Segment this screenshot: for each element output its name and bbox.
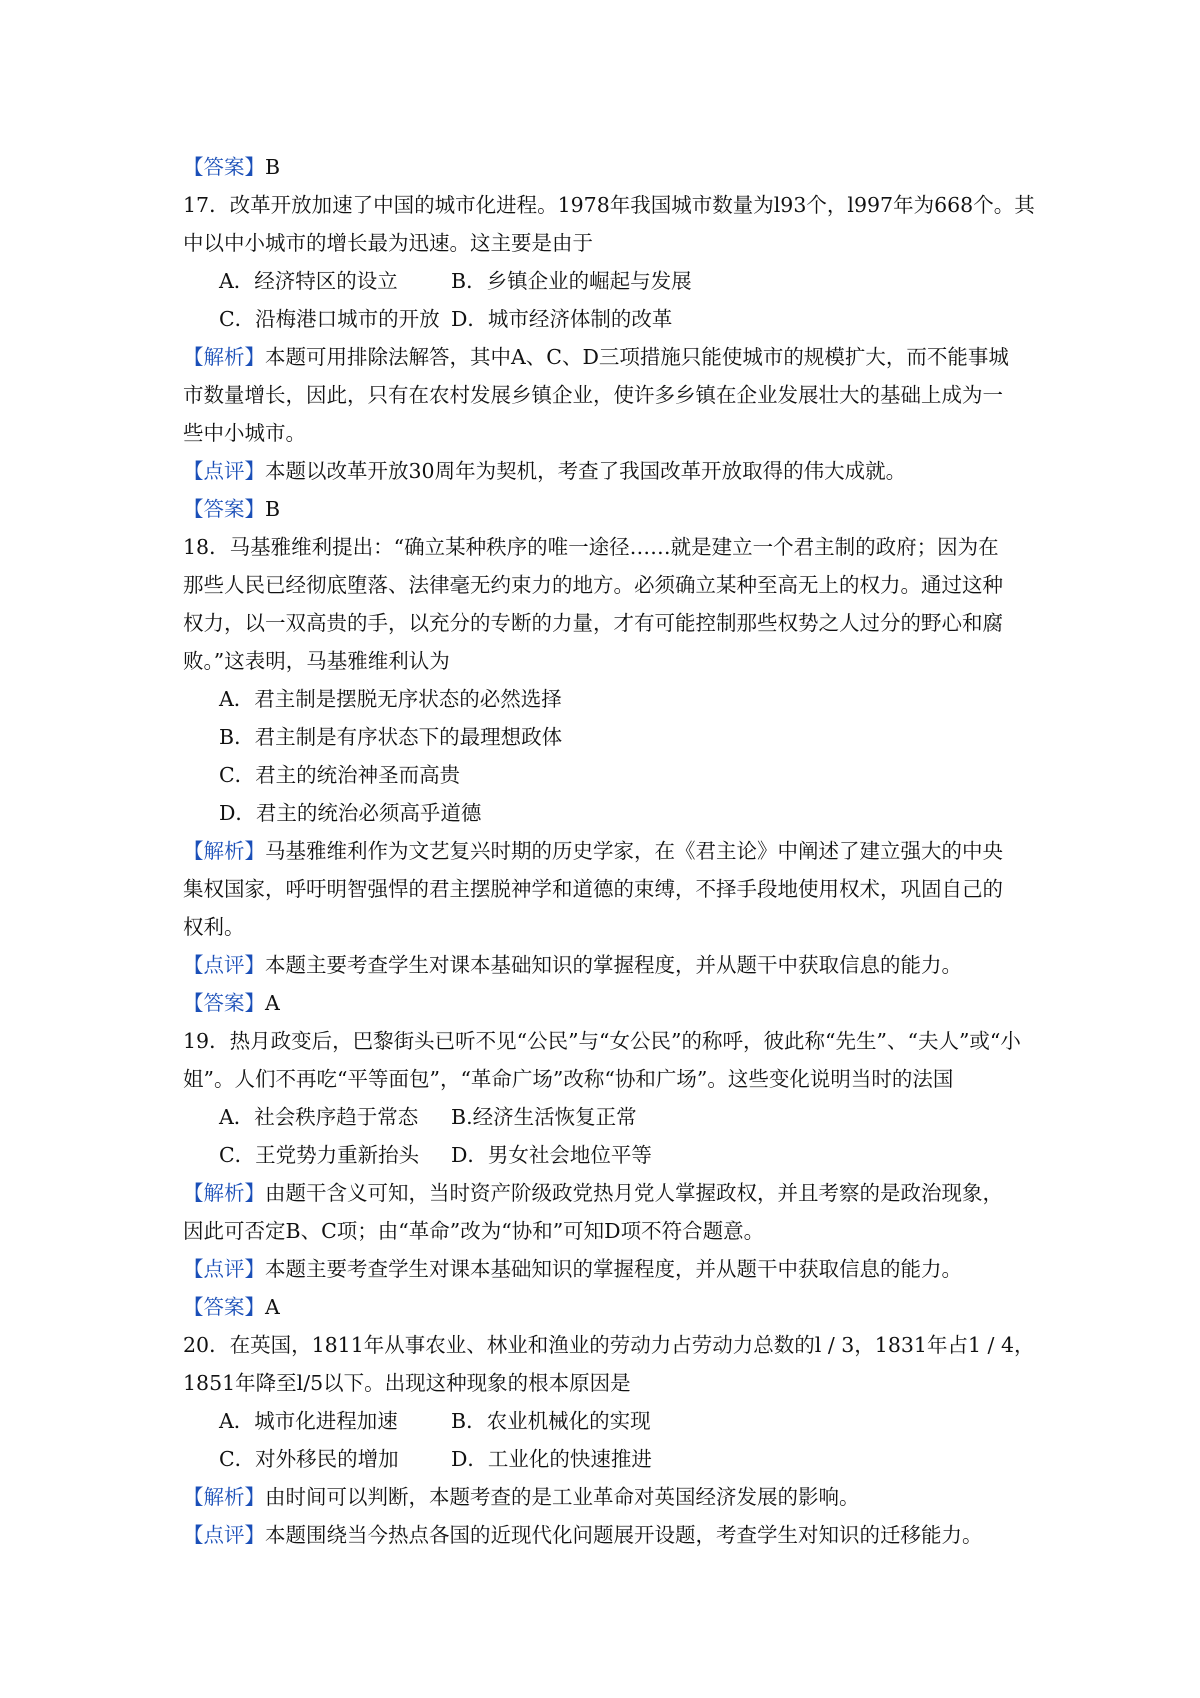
question-19-stem-line: 姐”。人们不再吃“平等面包”，“革命广场”改称“协和广场”。这些变化说明当时的法国 <box>183 1067 954 1091</box>
answer-line <box>183 148 1043 186</box>
comment-text: 本题以改革开放30周年为契机，考查了我国改革开放取得的伟大成就。 <box>265 459 907 483</box>
bracket-right: 】 <box>244 1523 265 1547</box>
bracket-left: 【 <box>183 1181 204 1205</box>
bracket-right: 】 <box>244 1181 265 1205</box>
analysis-line <box>183 832 1043 870</box>
bracket-left: 【 <box>183 839 204 863</box>
answer-label: 答案 <box>203 155 245 179</box>
bracket-left: 【 <box>183 345 204 369</box>
question-18-stem-line: 权力，以一双高贵的手，以充分的专断的力量，才有可能控制那些权势之人过分的野心和腐 <box>183 611 1003 635</box>
analysis-text: 因此可否定B、C项；由“革命”改为“协和”可知D项不符合题意。 <box>183 1219 765 1243</box>
option-c: C．对外移民的增加 <box>219 1447 399 1471</box>
option-b: B.经济生活恢复正常 <box>451 1105 637 1129</box>
answer-value: A <box>265 991 280 1015</box>
question-17-options-row <box>183 300 1043 338</box>
bracket-left: 【 <box>183 1485 204 1509</box>
bracket-left: 【 <box>183 497 204 521</box>
bracket-right: 】 <box>244 1295 265 1319</box>
option-d: D．男女社会地位平等 <box>451 1143 652 1167</box>
analysis-label: 解析 <box>203 1181 245 1205</box>
option-b: B．农业机械化的实现 <box>451 1409 651 1433</box>
comment-text: 本题围绕当今热点各国的近现代化问题展开设题，考查学生对知识的迁移能力。 <box>265 1523 983 1547</box>
analysis-text: 市数量增长，因此，只有在农村发展乡镇企业，使许多乡镇在企业发展壮大的基础上成为一 <box>183 383 1003 407</box>
bracket-left: 【 <box>183 459 204 483</box>
bracket-right: 】 <box>244 459 265 483</box>
bracket-right: 】 <box>244 839 265 863</box>
question-18-stem-line: 那些人民已经彻底堕落、法律毫无约束力的地方。必须确立某种至高无上的权力。通过这种 <box>183 573 1003 597</box>
analysis-text: 本题可用排除法解答，其中A、C、D三项措施只能使城市的规模扩大，而不能事城 <box>265 345 1009 369</box>
option-a: A．君主制是摆脱无序状态的必然选择 <box>219 687 562 711</box>
bracket-right: 】 <box>244 991 265 1015</box>
option-c: C．君主的统治神圣而高贵 <box>219 763 461 787</box>
comment-line <box>183 452 1043 490</box>
answer-value: B <box>265 155 281 179</box>
answer-value: A <box>265 1295 280 1319</box>
answer-label: 答案 <box>203 497 245 521</box>
analysis-line <box>183 338 1043 376</box>
bracket-left: 【 <box>183 991 204 1015</box>
bracket-left: 【 <box>183 1257 204 1281</box>
option-a: A．经济特区的设立 <box>219 269 398 293</box>
question-17-options-row <box>183 262 1043 300</box>
question-19-options-row <box>183 1098 1043 1136</box>
question-20-options-row <box>183 1440 1043 1478</box>
bracket-right: 】 <box>244 155 265 179</box>
answer-line <box>183 1288 1043 1326</box>
comment-line <box>183 946 1043 984</box>
option-d: D．君主的统治必须高乎道德 <box>219 801 482 825</box>
analysis-line <box>183 1174 1043 1212</box>
question-19-stem-line: 19．热月政变后，巴黎街头已听不见“公民”与“女公民”的称呼，彼此称“先生”、“夫人”或“小 <box>183 1029 1021 1053</box>
option-c: C．沿梅港口城市的开放 <box>219 307 440 331</box>
question-20-stem-line: 1851年降至l/5以下。出现这种现象的根本原因是 <box>183 1371 631 1395</box>
bracket-right: 】 <box>244 345 265 369</box>
analysis-line <box>183 1478 1043 1516</box>
question-20-stem-line: 20．在英国，1811年从事农业、林业和渔业的劳动力占劳动力总数的l / 3，1831年占1 / 4， <box>183 1333 1035 1357</box>
answer-label: 答案 <box>203 991 245 1015</box>
answer-line <box>183 490 1043 528</box>
answer-value: B <box>265 497 281 521</box>
bracket-left: 【 <box>183 155 204 179</box>
bracket-right: 】 <box>244 1257 265 1281</box>
question-17-stem-line: 中以中小城市的增长最为迅速。这主要是由于 <box>183 231 593 255</box>
comment-label: 点评 <box>203 953 245 977</box>
comment-line <box>183 1250 1043 1288</box>
comment-label: 点评 <box>203 1257 245 1281</box>
question-20-options-row <box>183 1402 1043 1440</box>
bracket-left: 【 <box>183 1523 204 1547</box>
analysis-text: 权利。 <box>183 915 245 939</box>
analysis-text: 由题干含义可知，当时资产阶级政党热月党人掌握政权，并且考察的是政治现象， <box>265 1181 1003 1205</box>
analysis-label: 解析 <box>203 345 245 369</box>
comment-text: 本题主要考查学生对课本基础知识的掌握程度，并从题干中获取信息的能力。 <box>265 1257 962 1281</box>
document-page <box>183 148 1043 1554</box>
bracket-left: 【 <box>183 1295 204 1319</box>
analysis-text: 由时间可以判断，本题考查的是工业革命对英国经济发展的影响。 <box>265 1485 860 1509</box>
question-17-stem-line: 17．改革开放加速了中国的城市化进程。1978年我国城市数量为l93个，l997年为668个。其 <box>183 193 1035 217</box>
bracket-right: 】 <box>244 497 265 521</box>
analysis-label: 解析 <box>203 839 245 863</box>
question-18-stem-line: 18．马基雅维利提出：“确立某种秩序的唯一途径……就是建立一个君主制的政府；因为在 <box>183 535 999 559</box>
option-b: B．乡镇企业的崛起与发展 <box>451 269 692 293</box>
answer-line <box>183 984 1043 1022</box>
comment-label: 点评 <box>203 1523 245 1547</box>
question-19-options-row <box>183 1136 1043 1174</box>
option-b: B．君主制是有序状态下的最理想政体 <box>219 725 563 749</box>
option-a: A．社会秩序趋于常态 <box>219 1105 419 1129</box>
bracket-right: 】 <box>244 1485 265 1509</box>
question-18-stem-line: 败。”这表明，马基雅维利认为 <box>183 649 450 673</box>
comment-text: 本题主要考查学生对课本基础知识的掌握程度，并从题干中获取信息的能力。 <box>265 953 962 977</box>
analysis-text: 些中小城市。 <box>183 421 306 445</box>
comment-line <box>183 1516 1043 1554</box>
answer-label: 答案 <box>203 1295 245 1319</box>
option-a: A．城市化进程加速 <box>219 1409 398 1433</box>
analysis-label: 解析 <box>203 1485 245 1509</box>
comment-label: 点评 <box>203 459 245 483</box>
option-d: D．工业化的快速推进 <box>451 1447 652 1471</box>
analysis-text: 集权国家，呼吁明智强悍的君主摆脱神学和道德的束缚，不择手段地使用权术，巩固自己的 <box>183 877 1003 901</box>
option-c: C．王党势力重新抬头 <box>219 1143 420 1167</box>
bracket-left: 【 <box>183 953 204 977</box>
option-d: D．城市经济体制的改革 <box>451 307 673 331</box>
analysis-text: 马基雅维利作为文艺复兴时期的历史学家，在《君主论》中阐述了建立强大的中央 <box>265 839 1003 863</box>
bracket-right: 】 <box>244 953 265 977</box>
